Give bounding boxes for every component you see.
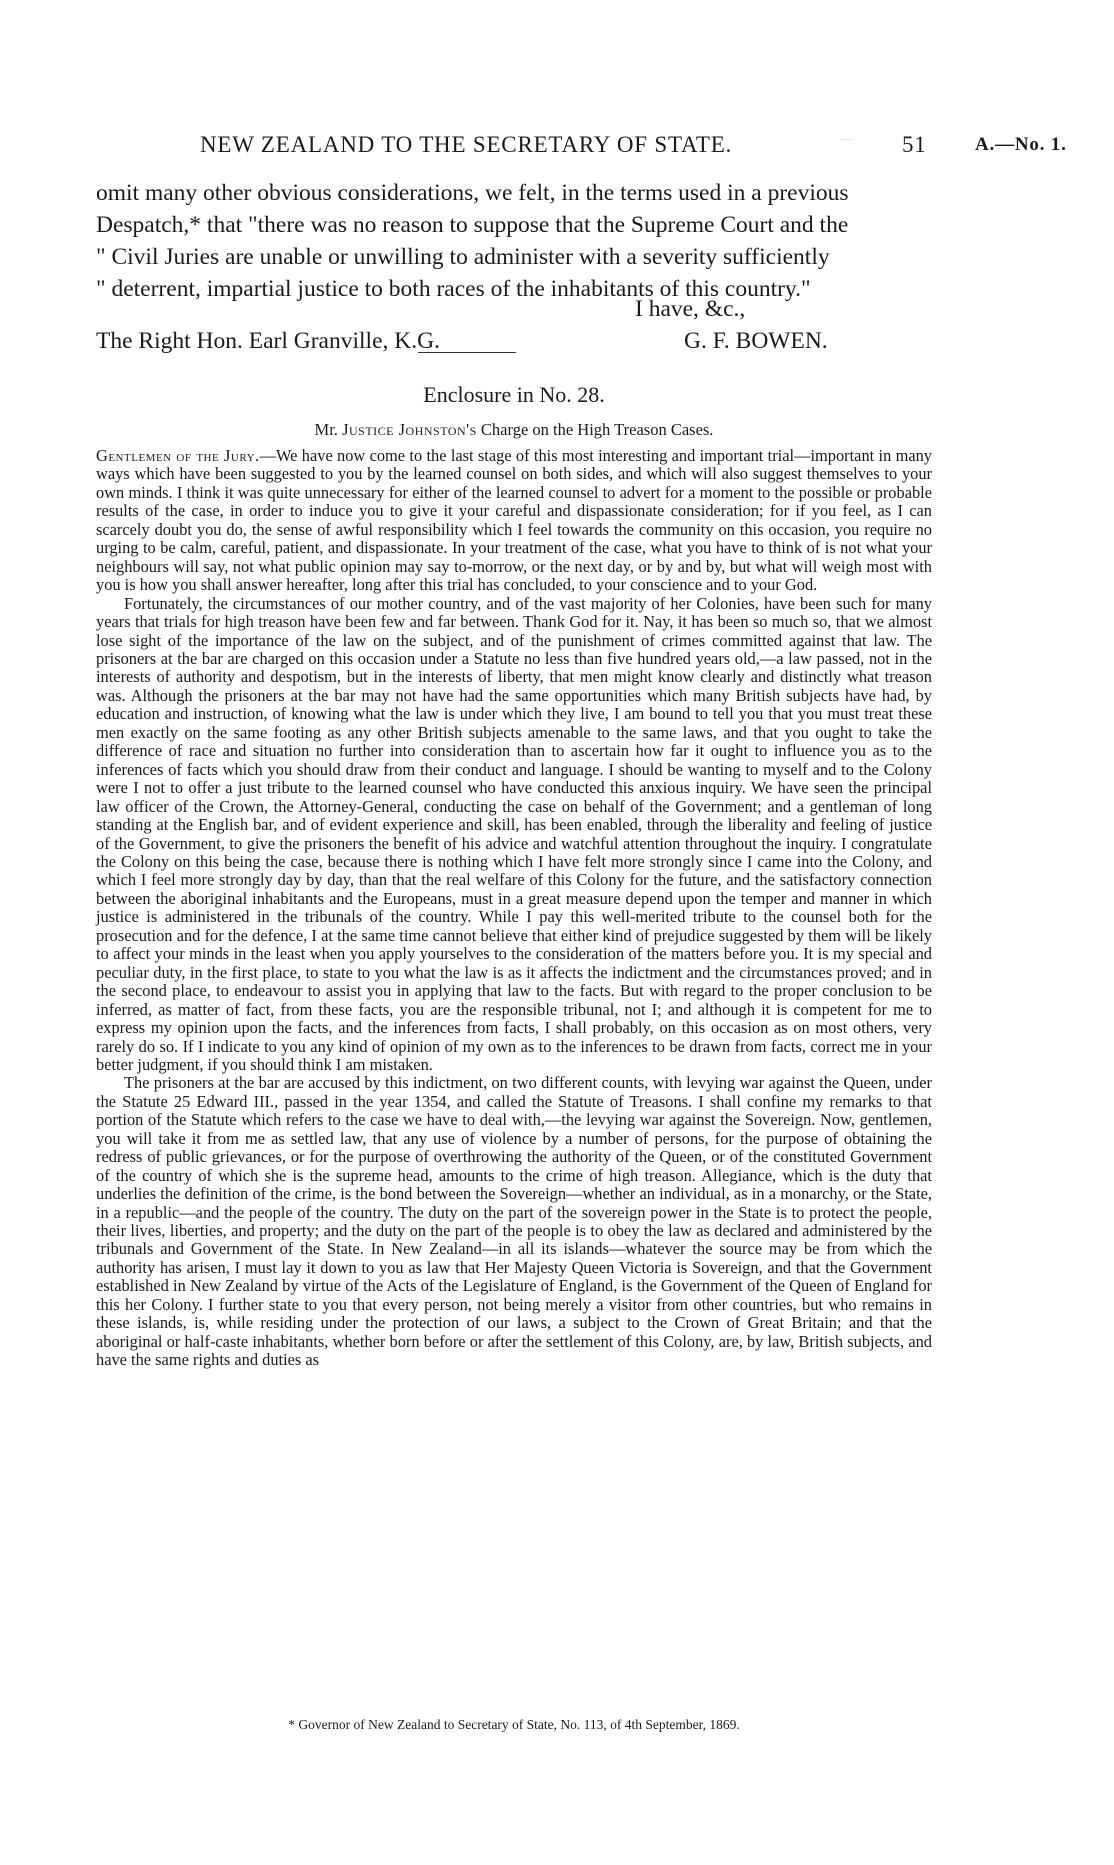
paragraph-text: —We have now come to the last stage of this most interesting and important trial—important in many ways which have been suggested to you by the learned counsel on both sides, and which will also suggest themselves to your own minds. I think it was quite unnecessary for either of the learned counsel to advert for a moment to the possible or probable results of the case, in order to induce you to give it your careful and dispassionate consideration; for if you feel, as I can scarcely doubt you do, the sense of awful responsibility which I feel towards the community on this occasion, you require no urging to be calm, careful, patient, and dispassionate. In your treatment of the case, what you have to think of is not what your neighbours will say, not what public opinion may say to-morrow, or the next day, or by and by, but what will weigh most with you is how you shall answer hereafter, long after this trial has concluded, to your conscience and to your God.	[96, 446, 933, 595]
subtitle-prefix: Mr.	[314, 420, 343, 439]
signature: G. F. BOWEN.	[684, 328, 828, 354]
salutation: I have, &c.,	[635, 296, 746, 322]
intro-line: omit many other obvious considerations, we felt, in the terms used in a previous	[96, 180, 849, 206]
intro-line: " Civil Juries are unable or unwilling to administer with a severity sufficiently	[96, 244, 830, 270]
despatch-continuation	[96, 177, 932, 305]
faint-stamp-mark: ˜˜˜	[840, 138, 853, 149]
series-number: A.—No. 1.	[975, 134, 1067, 155]
intro-line: " deterrent, impartial justice to both races of the inhabitants of this country."	[96, 276, 811, 302]
charge-paragraph: Fortunately, the circumstances of our mother country, and of the vast majority of her Colonies, have been such for many years that trials for high treason have been few and far between. Thank God for it. Nay, it has been so much so, that we almost lose sight of the importance of the law on the subject, and of the punishment of crimes committed against that law. The prisoners at the bar are charged on this occasion under a Statute no less than five hundred years old,—a law passed, not in the interests of authority and despotism, but in the interests of liberty, that men might know clearly and distinctly what treason was. Although the prisoners at the bar may not have had the same opportunities which many British subjects have had, by education and instruction, of knowing what the law is under which they live, I am bound to tell you that you must treat these men exactly on the same footing as any other British subjects amenable to the same laws, and that you ought to take the difference of race and situation no further into consideration than to ascertain how far it ought to influence you as to the inferences of facts which you should draw from their conduct and language. I should be wanting to myself and to the Colony were I not to offer a just tribute to the learned counsel who have conducted this anxious inquiry. We have seen the principal law officer of the Crown, the Attorney-General, conducting the case on behalf of the Government; and a gentleman of long standing at the English bar, and of evident experience and skill, has been enabled, through the liberality and feeling of justice of the Government, to give the prisoners the benefit of his advice and watchful attention throughout the inquiry. I congratulate the Colony on this being the case, because there is nothing which I have felt more strongly since I came into the Colony, and which I feel more strongly day by day, than that the real welfare of this Colony for the future, and the satisfactory connection between the aboriginal inhabitants and the Europeans, must in a great measure depend upon the temper and manner in which justice is administered in the tribunals of the country. While I pay this well-merited tribute to the counsel both for the prosecution and for the defence, I at the same time cannot believe that either kind of prejudice suggested by them will be likely to affect your minds in the least when you apply yourselves to the consideration of the matters before you. It is my special and peculiar duty, in the first place, to state to you what the law is as it affects the indictment and the circumstances proved; and in the second place, to endeavour to assist you in applying that law to the facts. But with regard to the proper conclusion to be inferred, as matter of fact, from these facts, you are the responsible tribunal, not I; and although it is competent for me to express my opinion upon the facts, and the inferences from facts, I shall probably, on this occasion as on most others, very rarely do so. If I indicate to you any kind of opinion of my own as to the inferences to be drawn from facts, correct me in your better judgment, if you should think I am mistaken.	[96, 593, 932, 1074]
section-divider	[418, 352, 516, 353]
subtitle-rest: Charge on the High Treason Cases.	[476, 420, 714, 439]
charge-paragraph	[96, 447, 932, 595]
opening-caps: Gentlemen of the Jury.	[96, 446, 260, 465]
footnote: * Governor of New Zealand to Secretary of State, No. 113, of 4th September, 1869.	[288, 1717, 740, 1732]
charge-text	[96, 447, 932, 1370]
charge-paragraph: The prisoners at the bar are accused by this indictment, on two different counts, with levying war against the Queen, under the Statute 25 Edward III., passed in the year 1354, and called the Statute of Treasons. I shall confine my remarks to that portion of the Statute which refers to the case we have to deal with,—the levying war against the Sovereign. Now, gentlemen, you will take it from me as settled law, that any use of violence by a number of persons, for the purpose of obtaining the redress of public grievances, or for the purpose of overthrowing the authority of the Queen, or of the constituted Government of the country of which she is the supreme head, amounts to the crime of high treason. Allegiance, which is the duty that underlies the definition of the crime, is the bond between the Sovereign—whether an individual, as in a monarchy, or the State, in a republic—and the people of the country. The duty on the part of the sovereign power in the State is to protect the people, their lives, liberties, and property; and the duty on the part of the people is to obey the law as declared and administered by the tribunals and Government of the State. In New Zealand—in all its islands—whatever the source may be from which the authority has arisen, I must lay it down to you as law that Her Majesty Queen Victoria is Sovereign, and that the Government established in New Zealand by virtue of the Acts of the Legislature of England, is the Government of the Queen of England for this her Colony. I further state to you that every person, not being merely a visitor from other countries, but who remains in these islands, is, while residing under the protection of our laws, a subject to the Crown of Great Britain; and that the aboriginal or half-caste inhabitants, whether born before or after the settlement of this Colony, are, by law, British subjects, and have the same rights and duties as	[96, 1073, 932, 1370]
enclosure-title: Enclosure in No. 28.	[423, 382, 605, 407]
despatch-closing	[96, 296, 932, 366]
enclosure-subtitle	[96, 420, 932, 440]
intro-line: Despatch,* that "there was no reason to suppose that the Supreme Court and the	[96, 212, 849, 238]
running-title: NEW ZEALAND TO THE SECRETARY OF STATE.	[200, 132, 733, 157]
page-header	[200, 132, 1070, 168]
recipient: The Right Hon. Earl Granville, K.G.	[96, 328, 440, 354]
page-number: 51	[902, 132, 927, 157]
subtitle-name: Justice Johnston's	[342, 420, 477, 439]
